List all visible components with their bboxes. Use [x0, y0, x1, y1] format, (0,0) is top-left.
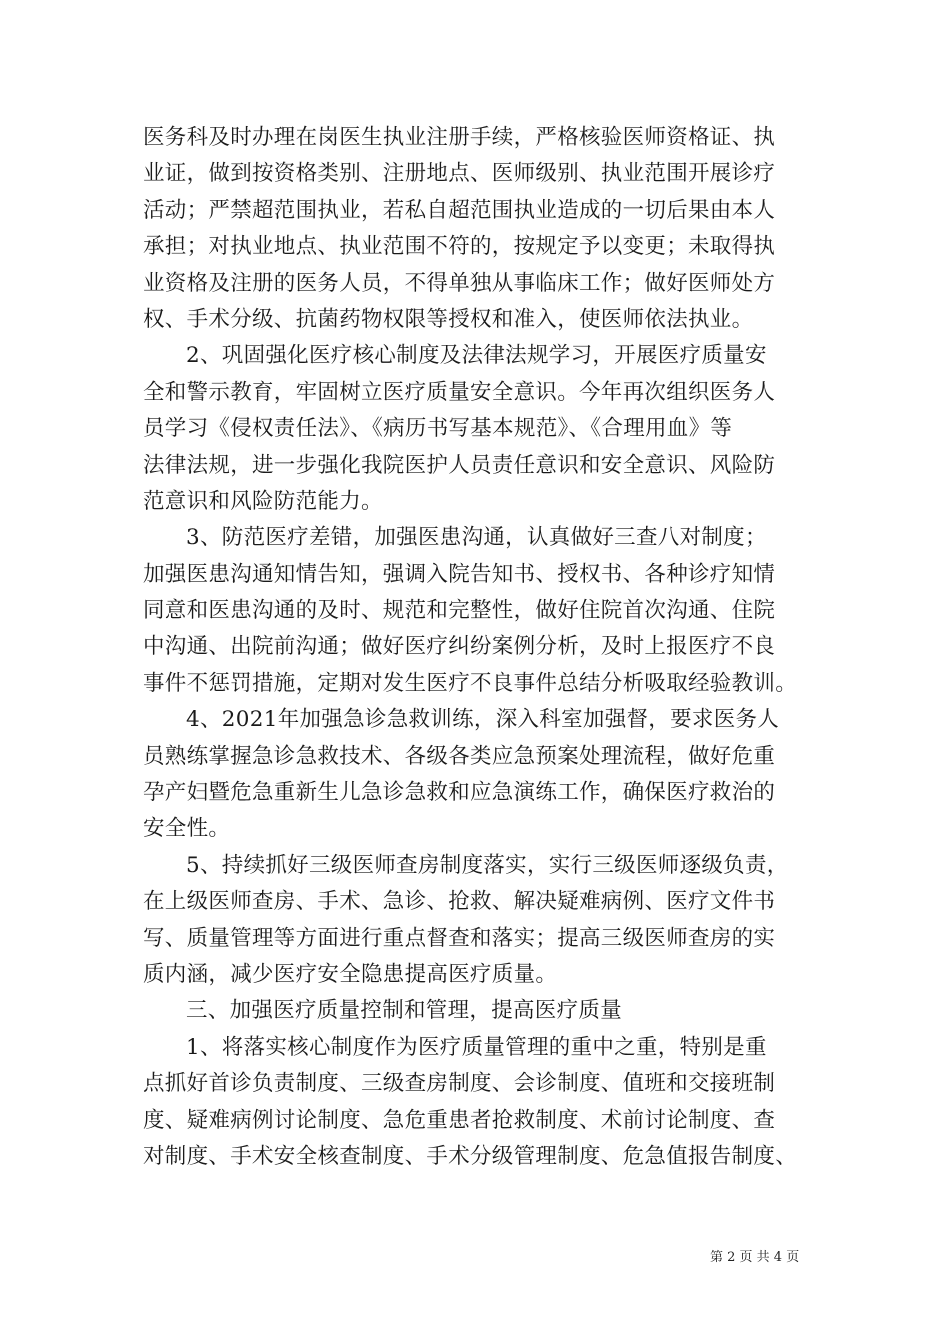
text-line: 事件不惩罚措施，定期对发生医疗不良事件总结分析吸取经验教训。 — [143, 670, 798, 696]
text-line: 4、2021年加强急诊急救训练，深入科室加强督，要求医务人 — [186, 707, 780, 733]
body-text — [143, 120, 815, 1175]
text-line: 度、疑难病例讨论制度、急危重患者抢救制度、术前讨论制度、查 — [143, 1107, 776, 1133]
text-line: 点抓好首诊负责制度、三级查房制度、会诊制度、值班和交接班制 — [143, 1071, 776, 1097]
text-line: 全和警示教育，牢固树立医疗质量安全意识。今年再次组织医务人 — [143, 379, 776, 405]
text-line: 医务科及时办理在岗医生执业注册手续，严格核验医师资格证、执 — [143, 125, 776, 150]
text-line: 质内涵，减少医疗安全隐患提高医疗质量。 — [143, 961, 558, 987]
text-line: 三、加强医疗质量控制和管理，提高医疗质量 — [186, 998, 623, 1024]
text-line: 写、质量管理等方面进行重点督查和落实；提高三级医师查房的实 — [143, 925, 776, 951]
text-line: 业证，做到按资格类别、注册地点、医师级别、执业范围开展诊疗 — [143, 161, 776, 187]
text-line: 活动；严禁超范围执业，若私自超范围执业造成的一切后果由本人 — [143, 197, 776, 223]
text-line: 员学习《侵权责任法》、《病历书写基本规范》、《合理用血》等 — [143, 416, 733, 442]
text-line: 5、持续抓好三级医师查房制度落实，实行三级医师逐级负责， — [186, 852, 789, 878]
text-line: 权、手术分级、抗菌药物权限等授权和准入，使医师依法执业。 — [143, 306, 754, 332]
text-line: 加强医患沟通知情告知，强调入院告知书、授权书、各种诊疗知情 — [143, 561, 776, 587]
text-line: 2、巩固强化医疗核心制度及法律法规学习，开展医疗质量安 — [186, 343, 767, 369]
text-line: 在上级医师查房、手术、急诊、抢救、解决疑难病例、医疗文件书 — [143, 889, 776, 915]
page-number: 第 2 页 共 4 页 — [710, 1250, 800, 1265]
text-line: 法律法规，进一步强化我院医护人员责任意识和安全意识、风险防 — [143, 452, 776, 478]
text-line: 范意识和风险防范能力。 — [143, 488, 383, 514]
text-line: 中沟通、出院前沟通；做好医疗纠纷案例分析，及时上报医疗不良 — [143, 634, 776, 660]
text-line: 1、将落实核心制度作为医疗质量管理的重中之重，特别是重 — [186, 1034, 767, 1060]
text-line: 安全性。 — [143, 816, 231, 842]
text-line: 孕产妇暨危急重新生儿急诊急救和应急演练工作，确保医疗救治的 — [143, 780, 776, 806]
text-line: 员熟练掌握急诊急救技术、各级各类应急预案处理流程，做好危重 — [143, 743, 776, 769]
text-line: 对制度、手术安全核查制度、手术分级管理制度、危急值报告制度、 — [143, 1143, 798, 1169]
text-line: 3、防范医疗差错，加强医患沟通，认真做好三查八对制度； — [186, 525, 767, 551]
text-line: 业资格及注册的医务人员，不得单独从事临床工作；做好医师处方 — [143, 270, 776, 296]
text-line: 承担；对执业地点、执业范围不符的，按规定予以变更；未取得执 — [143, 234, 776, 260]
text-line: 同意和医患沟通的及时、规范和完整性，做好住院首次沟通、住院 — [143, 598, 776, 624]
